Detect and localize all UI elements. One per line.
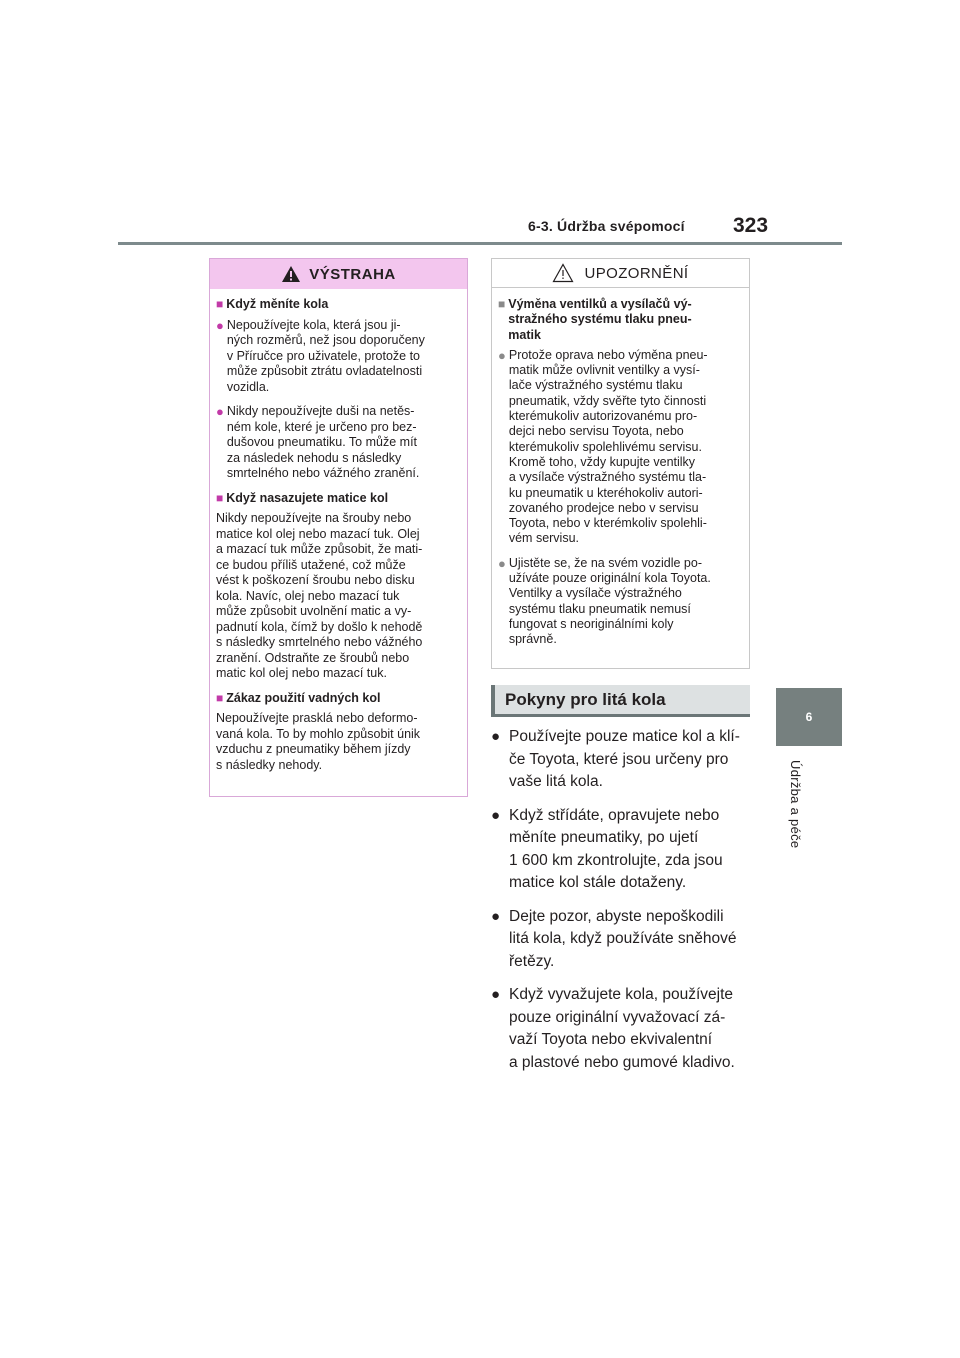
list-item: ● Když vyvažujete kola, používejte pouze originální vyvažovací zá- važí Toyota nebo ekvivalentní a plastové nebo gumové kladivo. — [491, 984, 753, 1074]
list-item: ● Ujistěte se, že na svém vozidle po- užíváte pouze originální kola Toyota. Ventilky a vysílače výstražného systému tlaku pneumatik nemusí fungovat s neoriginálními koly správně. — [498, 555, 711, 647]
circle-bullet-icon: ● — [491, 907, 501, 925]
circle-bullet-icon: ● — [498, 555, 506, 571]
header-rule — [118, 242, 842, 245]
circle-bullet-icon: ● — [491, 986, 501, 1003]
caution-triangle-icon — [552, 263, 574, 283]
chapter-title: Údržba a péče — [788, 760, 803, 849]
list-item: ● Dejte pozor, abyste nepoškodili litá kola, když používáte sněhové řetězy. — [491, 906, 753, 974]
circle-bullet-icon: ● — [491, 806, 501, 824]
alloy-wheel-list — [491, 726, 753, 1085]
caution-header — [492, 259, 749, 288]
circle-bullet-icon: ● — [216, 317, 224, 333]
chapter-number: 6 — [805, 710, 813, 724]
list-item: ● Nepoužívejte kola, která jsou ji- ných rozměrů, než jsou doporučeny v Příručce pro uživatele, protože to může způsobit ztrátu ovladatelnosti vozidla. — [216, 317, 425, 394]
warning-triangle-icon — [281, 265, 301, 283]
warning-paragraph: Nikdy nepoužívejte na šrouby nebo matice kol olej nebo mazací tuk. Olej a mazací tuk může způsobit, že mati- ce budou příliš utažené, což může vést k poškození šroubu nebo disku kola. Navíc, olej nebo mazací tuk může způsobit uvolnění matic a vy- padnutí kola, čímž by došlo k nehodě s následky smrtelného nebo vážného zranění. Odstraňte ze šroubů nebo matic kol olej nebo mazací tuk. — [216, 511, 423, 680]
square-bullet-icon: ■ — [498, 297, 506, 311]
list-item: ● Protože oprava nebo výměna pneu- matik může ovlivnit ventilky a vysí- lače výstražného systému tlaku pneumatik, vždy svěřte tyto činnosti kterémukoliv autorizovanému pro- dejci nebo servisu Toyota, nebo kterémukoliv spolehlivému servisu. Kromě toho, vždy kupujte ventilky a vysílače výstražného systému tla- ku pneumatik u kteréhokoliv autori- zovaného prodejce nebo v servisu Toyota, nebo v kterémkoliv spolehli- vém servisu. — [498, 347, 708, 546]
warning-box — [209, 258, 468, 797]
circle-bullet-icon: ● — [498, 347, 506, 363]
square-bullet-icon: ■ — [216, 490, 224, 505]
square-bullet-icon: ■ — [216, 297, 224, 311]
section-heading: Pokyny pro litá kola — [491, 685, 750, 717]
caution-title: UPOZORNĚNÍ — [584, 264, 689, 282]
list-item: ● Když střídáte, opravujete nebo měníte pneumatiky, po ujetí 1 600 km zkontrolujte, zda jsou matice kol stále dotaženy. — [491, 805, 753, 895]
page-number: 323 — [733, 214, 769, 237]
warning-paragraph: Nepoužívejte prasklá nebo deformo- vaná kola. To by mohlo způsobit únik vzduchu z pneumatiky během jízdy s následky nehody. — [216, 711, 421, 772]
caution-heading: ■ Výměna ventilků a vysílačů vý- stražného systému tlaku pneu- matik — [498, 297, 692, 342]
chapter-tab[interactable] — [776, 688, 842, 746]
section-title: 6-3. Údržba svépomocí — [528, 218, 685, 234]
warning-heading-3: ■ Zákaz použití vadných kol — [216, 690, 381, 705]
caution-box — [491, 258, 750, 669]
warning-title: VÝSTRAHA — [309, 265, 396, 283]
square-bullet-icon: ■ — [216, 690, 224, 705]
list-item: ● Nikdy nepoužívejte duši na netěs- ném kole, které je určeno pro bez- dušovou pneumatiku. To může mít za následek nehodu s následky smrtelného nebo vážného zranění. — [216, 404, 420, 480]
circle-bullet-icon: ● — [216, 404, 224, 419]
warning-heading-1: ■ Když měníte kola — [216, 297, 329, 311]
list-item: ● Používejte pouze matice kol a klí- če Toyota, které jsou určeny pro vaše litá kola. — [491, 726, 753, 794]
warning-heading-2: ■ Když nasazujete matice kol — [216, 490, 389, 505]
circle-bullet-icon: ● — [491, 728, 501, 745]
warning-header — [210, 259, 467, 289]
